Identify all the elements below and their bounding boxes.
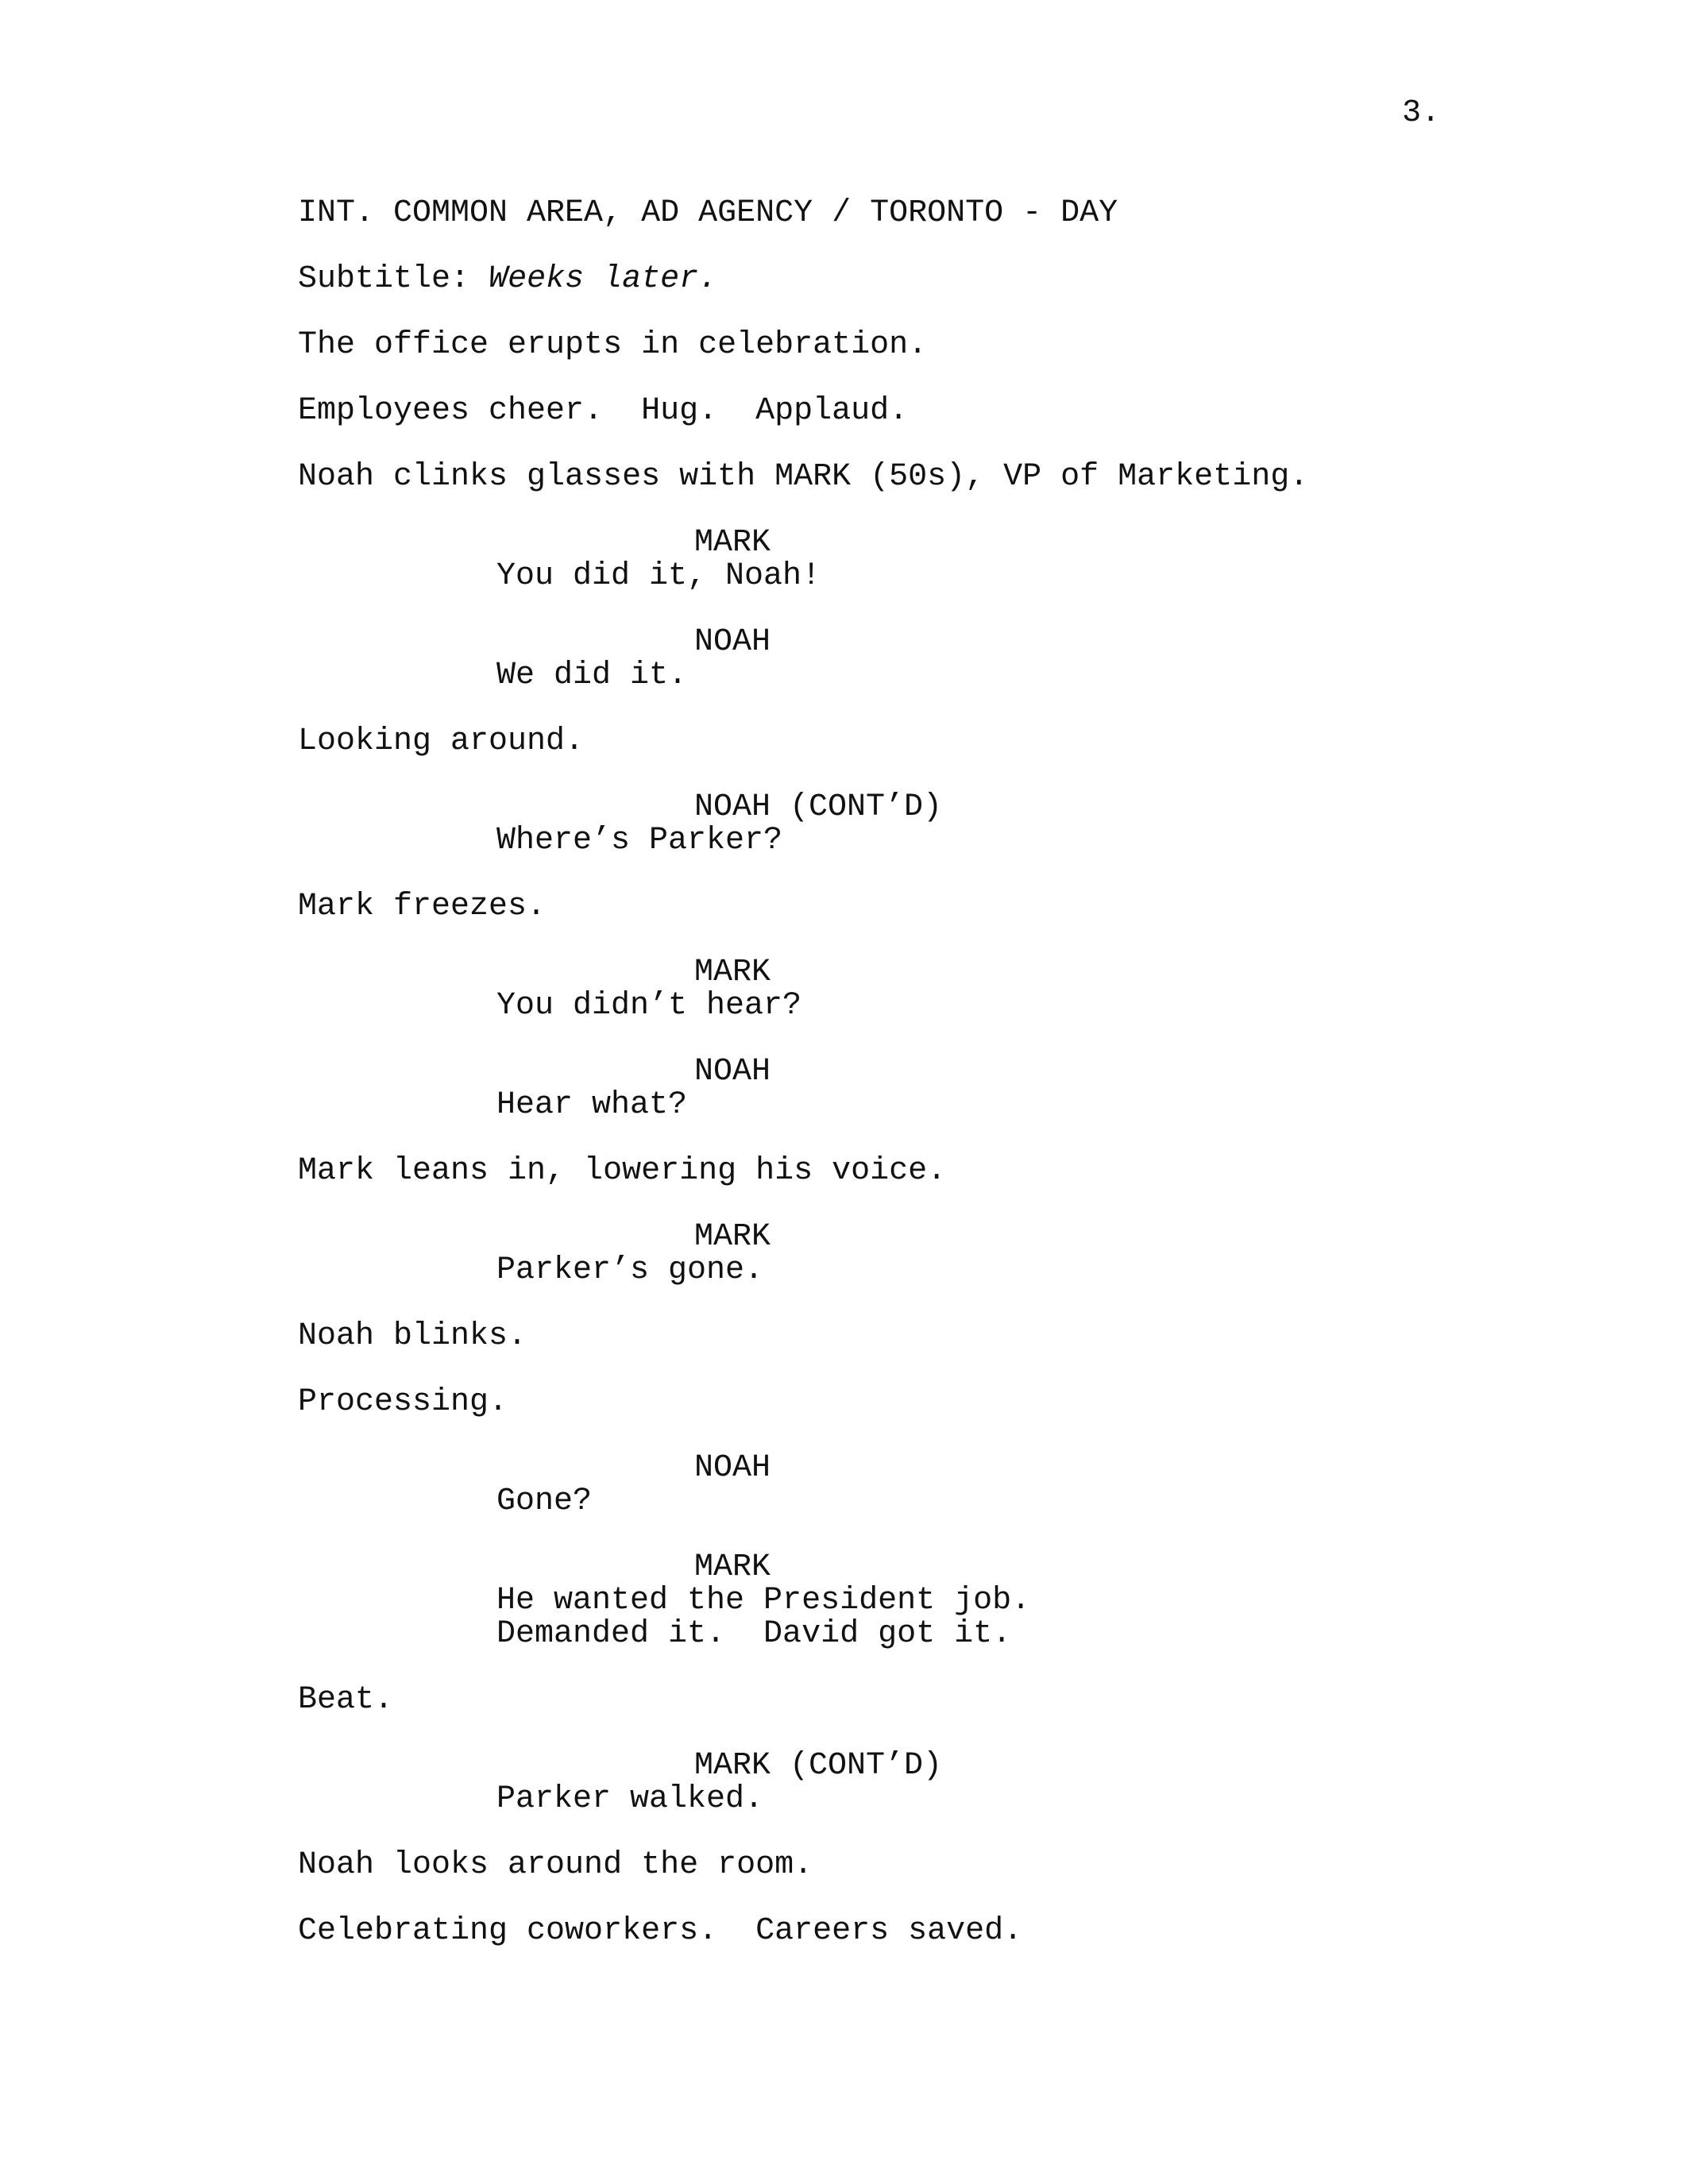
action-line: Mark freezes. xyxy=(298,889,547,924)
character-name: NOAH xyxy=(694,1054,771,1090)
action-line: Looking around. xyxy=(298,723,585,759)
dialogue-line: Hear what? xyxy=(496,1087,688,1123)
subtitle-text: Weeks later. xyxy=(489,261,718,297)
character-name: MARK xyxy=(694,1219,771,1255)
action-line: Beat. xyxy=(298,1682,394,1718)
character-name: MARK (CONT’D) xyxy=(694,1748,943,1784)
dialogue-line: We did it. xyxy=(496,658,688,693)
character-name: MARK xyxy=(694,955,771,990)
dialogue-line: Parker walked. xyxy=(496,1781,764,1817)
dialogue-line: Parker’s gone. xyxy=(496,1252,764,1288)
action-line: Mark leans in, lowering his voice. xyxy=(298,1153,947,1189)
action-line: The office erupts in celebration. xyxy=(298,327,928,363)
dialogue-line: Gone? xyxy=(496,1484,593,1519)
subtitle-label: Subtitle: xyxy=(298,261,470,297)
dialogue-line: He wanted the President job. xyxy=(496,1583,1031,1619)
action-line: Noah looks around the room. xyxy=(298,1847,813,1883)
action-line: Celebrating coworkers. Careers saved. xyxy=(298,1913,1023,1949)
character-name: MARK xyxy=(694,525,771,561)
action-line: Noah clinks glasses with MARK (50s), VP of Marketing. xyxy=(298,459,1309,495)
character-name: NOAH xyxy=(694,624,771,660)
character-name: NOAH xyxy=(694,1450,771,1486)
dialogue-line: Demanded it. David got it. xyxy=(496,1616,1012,1652)
page-number: 3. xyxy=(1402,95,1441,131)
action-line: Employees cheer. Hug. Applaud. xyxy=(298,393,909,429)
action-line: Processing. xyxy=(298,1384,508,1420)
dialogue-line: Where’s Parker? xyxy=(496,823,783,859)
character-name: NOAH (CONT’D) xyxy=(694,789,943,825)
scene-heading: INT. COMMON AREA, AD AGENCY / TORONTO - DAY xyxy=(298,195,1118,231)
character-name: MARK xyxy=(694,1549,771,1585)
dialogue-line: You didn’t hear? xyxy=(496,988,802,1024)
action-line: Noah blinks. xyxy=(298,1318,527,1354)
dialogue-line: You did it, Noah! xyxy=(496,558,821,594)
subtitle-line xyxy=(298,263,717,296)
